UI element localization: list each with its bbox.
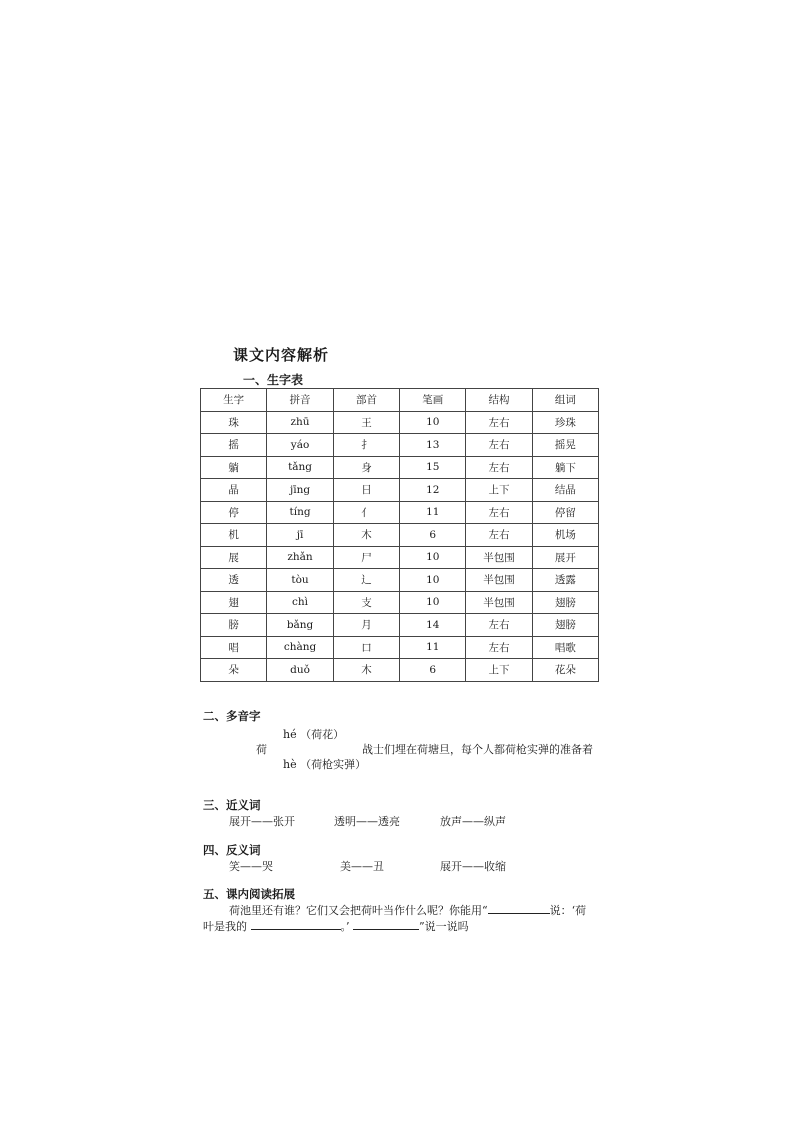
table-cell: 10: [400, 591, 466, 614]
table-cell: 11: [400, 501, 466, 524]
table-cell: 展: [201, 546, 267, 569]
table-cell: 11: [400, 636, 466, 659]
table-cell: bǎng: [267, 614, 334, 637]
prompt-text: 荷池里还有谁？它们又会把荷叶当作什么呢？你能用“: [229, 904, 488, 917]
table-cell: 唱: [201, 636, 267, 659]
table-cell: 半包围: [466, 569, 532, 592]
table-cell: 14: [400, 614, 466, 637]
table-cell: 半包围: [466, 546, 532, 569]
table-cell: chàng: [267, 636, 334, 659]
section2-heading: 二、多音字: [203, 709, 261, 723]
synonym-pair: 放声——纵声: [440, 815, 506, 828]
table-row: [201, 456, 599, 479]
answer-blank[interactable]: [488, 902, 550, 914]
table-cell: 木: [333, 524, 399, 547]
table-row: [201, 614, 599, 637]
header-cell: 生字: [201, 389, 267, 412]
table-row: [201, 591, 599, 614]
pronunciation-he4: hè （荷枪实弹）: [283, 758, 367, 771]
table-cell: 日: [333, 479, 399, 502]
table-cell: 口: [333, 636, 399, 659]
section3-heading: 三、近义词: [203, 798, 261, 812]
table-row: [201, 501, 599, 524]
table-cell: 王: [333, 411, 399, 434]
section1-heading: 一、生字表: [243, 373, 304, 387]
synonym-pair: 展开——张开: [229, 815, 295, 828]
answer-blank[interactable]: [353, 918, 419, 930]
table-header-row: [201, 389, 599, 412]
prompt-text: 。’: [340, 920, 350, 933]
table-row: [201, 411, 599, 434]
reading-prompt-line1: [229, 902, 586, 918]
table-cell: tǎng: [267, 456, 334, 479]
prompt-text: 说：‘荷: [549, 904, 587, 917]
table-cell: 机: [201, 524, 267, 547]
table-cell: jī: [267, 524, 334, 547]
example-sentence: 战士们埋在荷塘旦，每个人都荷枪实弹的准备着: [362, 743, 593, 756]
table-cell: 左右: [466, 524, 532, 547]
table-cell: chì: [267, 591, 334, 614]
table-cell: 身: [333, 456, 399, 479]
header-cell: 笔画: [400, 389, 466, 412]
header-cell: 组词: [532, 389, 598, 412]
table-cell: 结晶: [532, 479, 598, 502]
table-cell: 珍珠: [532, 411, 598, 434]
table-cell: 15: [400, 456, 466, 479]
table-cell: 晶: [201, 479, 267, 502]
reading-prompt-line2: [203, 918, 469, 934]
table-cell: 翅膀: [532, 614, 598, 637]
table-cell: 停留: [532, 501, 598, 524]
table-cell: 停: [201, 501, 267, 524]
table-cell: duǒ: [267, 659, 334, 682]
table-cell: jīng: [267, 479, 334, 502]
table-cell: 10: [400, 569, 466, 592]
table-cell: 扌: [333, 434, 399, 457]
header-cell: 拼音: [267, 389, 334, 412]
table-cell: 机场: [532, 524, 598, 547]
page-title: 课文内容解析: [233, 346, 330, 364]
table-cell: 躺下: [532, 456, 598, 479]
table-cell: 13: [400, 434, 466, 457]
table-cell: 左右: [466, 411, 532, 434]
table-cell: 摇晃: [532, 434, 598, 457]
table-row: [201, 524, 599, 547]
table-cell: 珠: [201, 411, 267, 434]
table-cell: 展开: [532, 546, 598, 569]
prompt-text: 叶是我的: [203, 920, 247, 933]
table-cell: 左右: [466, 456, 532, 479]
table-cell: 翅: [201, 591, 267, 614]
prompt-text: ”说一说吗: [419, 920, 469, 933]
table-row: [201, 434, 599, 457]
table-row: [201, 659, 599, 682]
character-table: [200, 388, 599, 682]
section4-heading: 四、反义词: [203, 843, 261, 857]
table-cell: 木: [333, 659, 399, 682]
table-row: [201, 479, 599, 502]
table-cell: tíng: [267, 501, 334, 524]
table-cell: 摇: [201, 434, 267, 457]
table-row: [201, 546, 599, 569]
table-cell: yáo: [267, 434, 334, 457]
antonym-pair: 美——丑: [340, 860, 384, 873]
polyphonic-char: 荷: [256, 743, 267, 756]
table-cell: tòu: [267, 569, 334, 592]
table-cell: 膀: [201, 614, 267, 637]
table-cell: 半包围: [466, 591, 532, 614]
table-cell: 朵: [201, 659, 267, 682]
table-cell: 尸: [333, 546, 399, 569]
table-cell: 支: [333, 591, 399, 614]
table-cell: 花朵: [532, 659, 598, 682]
table-cell: 6: [400, 659, 466, 682]
table-cell: 透: [201, 569, 267, 592]
table-row: [201, 569, 599, 592]
table-cell: 辶: [333, 569, 399, 592]
pronunciation-he2: hé （荷花）: [283, 728, 345, 741]
table-cell: 月: [333, 614, 399, 637]
section5-heading: 五、课内阅读拓展: [203, 887, 295, 901]
header-cell: 结构: [466, 389, 532, 412]
table-cell: 左右: [466, 501, 532, 524]
table-cell: 躺: [201, 456, 267, 479]
table-cell: 12: [400, 479, 466, 502]
antonym-pair: 展开——收缩: [440, 860, 506, 873]
table-cell: 左右: [466, 434, 532, 457]
table-cell: 唱歌: [532, 636, 598, 659]
table-cell: 10: [400, 546, 466, 569]
table-cell: zhǎn: [267, 546, 334, 569]
table-cell: 左右: [466, 614, 532, 637]
table-cell: 左右: [466, 636, 532, 659]
table-cell: 上下: [466, 479, 532, 502]
antonym-pair: 笑——哭: [229, 860, 273, 873]
table-row: [201, 636, 599, 659]
table-cell: 透露: [532, 569, 598, 592]
synonym-pair: 透明——透亮: [334, 815, 400, 828]
table-cell: 10: [400, 411, 466, 434]
answer-blank[interactable]: [251, 918, 341, 930]
table-cell: 6: [400, 524, 466, 547]
header-cell: 部首: [333, 389, 399, 412]
table-cell: 亻: [333, 501, 399, 524]
table-cell: 上下: [466, 659, 532, 682]
table-cell: 翅膀: [532, 591, 598, 614]
table-body: [201, 411, 599, 681]
table-cell: zhū: [267, 411, 334, 434]
